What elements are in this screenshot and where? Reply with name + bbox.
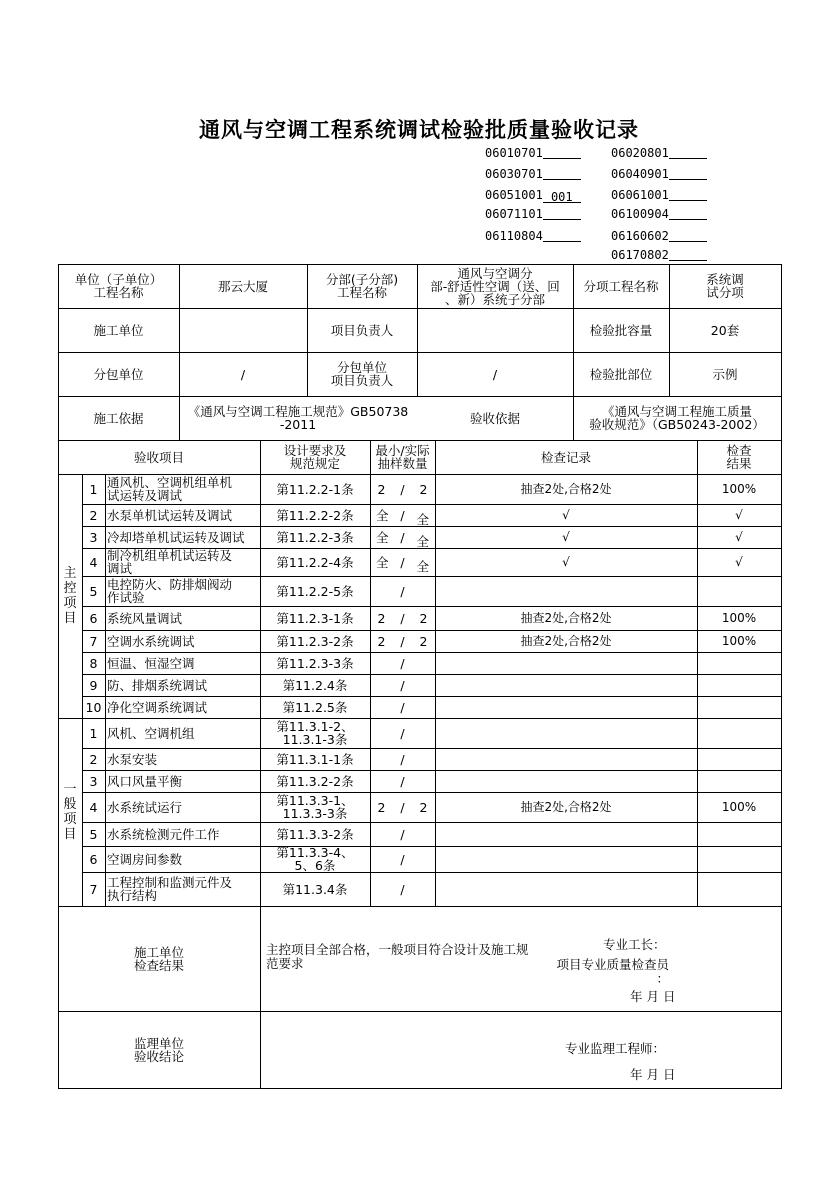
item-sample <box>370 474 435 504</box>
item-spec: 第11.2.3-2条 <box>276 633 354 649</box>
location-label: 检验批部位 <box>589 366 653 382</box>
sample-min: 2 <box>377 799 386 815</box>
item-spec: 第11.2.2-3条 <box>276 529 354 545</box>
inspection-code: 06100904 <box>611 207 707 221</box>
basis-value: 《通风与空调工程施工规范》GB50738 -2011 <box>187 404 409 432</box>
item-number: 3 <box>89 773 98 789</box>
sub-manager-label: 分包单位 项目负责人 <box>330 360 394 388</box>
item-number: 2 <box>89 751 98 767</box>
sample-sep: / <box>400 677 405 693</box>
item-record <box>435 576 697 606</box>
item-record <box>435 822 697 846</box>
item-number: 7 <box>89 633 98 649</box>
item-sample <box>370 748 435 770</box>
item-sample <box>370 718 435 748</box>
item-record: 抽查2处,合格2处 <box>520 799 612 814</box>
item-sample <box>370 576 435 606</box>
item-name: 防、排烟系统调试 <box>107 677 208 693</box>
item-result <box>697 652 781 674</box>
item-name: 水泵安装 <box>107 751 158 767</box>
item-record <box>435 652 697 674</box>
item-spec: 第11.2.3-1条 <box>276 610 354 626</box>
sample-actual: 全 <box>416 558 430 574</box>
item-sample <box>370 822 435 846</box>
subitem-label: 分项工程名称 <box>583 278 659 294</box>
item-number: 5 <box>89 583 98 599</box>
item-record: 抽查2处,合格2处 <box>520 481 612 496</box>
sample-sep: / <box>400 529 405 545</box>
item-number: 1 <box>89 725 98 741</box>
sub-label: 分包单位 <box>93 366 144 382</box>
sample-min: 2 <box>377 610 386 626</box>
contractor-result-label: 施工单位 检查结果 <box>133 944 184 973</box>
item-spec: 第11.3.4条 <box>282 881 348 897</box>
item-result: √ <box>735 507 743 522</box>
item-name: 制冷机组单机试运转及 调试 <box>107 548 233 576</box>
unit-label: 单位（子单位） 工程名称 <box>74 272 163 300</box>
item-result <box>697 822 781 846</box>
unit-value: 那云大厦 <box>217 278 268 294</box>
item-result: 100% <box>721 481 757 496</box>
item-result <box>697 696 781 718</box>
item-name: 工程控制和监测元件及 执行结构 <box>107 875 233 903</box>
foreman-signature: 专业工长： <box>603 937 666 952</box>
item-name: 水系统试运行 <box>107 799 183 815</box>
item-spec: 第11.2.2-5条 <box>276 583 354 599</box>
sample-actual: 2 <box>419 633 428 649</box>
sample-sep: / <box>400 633 405 649</box>
item-record <box>435 872 697 906</box>
basis-label: 施工依据 <box>93 410 144 426</box>
code-fill-blank <box>669 188 707 201</box>
item-record: √ <box>562 507 570 522</box>
table-rule <box>58 1088 782 1089</box>
general-items-label: 一 般 项 目 <box>63 782 77 842</box>
sample-sep: / <box>400 851 405 867</box>
capacity-label: 检验批容量 <box>589 322 653 338</box>
page-title: 通风与空调工程系统调试检验批质量验收记录 <box>199 118 639 142</box>
item-name: 水泵单机试运转及调试 <box>107 507 233 523</box>
item-spec: 第11.3.3-2条 <box>276 826 354 842</box>
sample-sep: / <box>400 773 405 789</box>
capacity-value: 20套 <box>710 322 740 338</box>
division-label: 分部(子分部) 工程名称 <box>325 272 399 300</box>
contractor-label: 施工单位 <box>93 322 144 338</box>
col-record: 检查记录 <box>540 449 591 465</box>
item-spec: 第11.2.2-1条 <box>276 481 354 497</box>
accept-value: 《通风与空调工程施工质量 验收规范》（GB50243-2002） <box>589 404 765 432</box>
item-result <box>697 576 781 606</box>
code-fill-blank <box>543 207 581 220</box>
item-number: 8 <box>89 655 98 671</box>
item-result <box>697 748 781 770</box>
division-value: 通风与空调分 部-舒适性空调（送、回 、新）系统子分部 <box>430 265 560 307</box>
code-fill-blank <box>543 146 581 159</box>
item-number: 9 <box>89 677 98 693</box>
supervisor-conclusion-label: 监理单位 验收结论 <box>133 1035 184 1064</box>
item-record <box>435 674 697 696</box>
item-sample <box>370 548 435 576</box>
sample-min: 2 <box>377 633 386 649</box>
contractor-date: 年 月 日 <box>630 989 676 1004</box>
sample-min: 2 <box>377 481 386 497</box>
item-name: 恒温、恒湿空调 <box>107 655 195 671</box>
item-name: 电控防火、防排烟阀动 作试验 <box>107 577 233 605</box>
sample-min: 全 <box>375 507 389 523</box>
item-sample <box>370 696 435 718</box>
inspection-code: 06020801 <box>611 146 707 160</box>
code-fill-blank <box>669 167 707 180</box>
item-spec: 第11.2.2-2条 <box>276 507 354 523</box>
sample-sep: / <box>400 554 405 570</box>
item-record: √ <box>562 529 570 544</box>
item-name: 风口风量平衡 <box>107 773 183 789</box>
inspection-code: 06010701 <box>485 146 581 160</box>
inspection-code: 06061001 <box>611 188 707 202</box>
item-name: 净化空调系统调试 <box>107 699 208 715</box>
sample-sep: / <box>400 699 405 715</box>
sample-actual: 2 <box>419 481 428 497</box>
contractor-value <box>179 308 307 352</box>
item-number: 10 <box>85 699 102 715</box>
col-sample: 最小/实际 抽样数量 <box>375 443 430 471</box>
sample-sep: / <box>400 751 405 767</box>
item-sample <box>370 792 435 822</box>
item-name: 空调房间参数 <box>107 851 183 867</box>
table-rule <box>260 906 261 1089</box>
item-number: 6 <box>89 610 98 626</box>
item-sample <box>370 846 435 872</box>
item-number: 6 <box>89 851 98 867</box>
item-result <box>697 872 781 906</box>
item-name: 通风机、空调机组单机 试运转及调试 <box>107 475 233 503</box>
sub-value: / <box>240 366 246 382</box>
sample-actual: 全 <box>416 533 430 548</box>
item-number: 5 <box>89 826 98 842</box>
item-spec: 第11.2.2-4条 <box>276 554 354 570</box>
item-record <box>435 696 697 718</box>
code-fill-blank <box>669 229 707 242</box>
sample-min: 全 <box>375 554 389 570</box>
col-result: 检查 结果 <box>726 443 752 471</box>
sample-sep: / <box>400 481 405 497</box>
code-fill-blank: 001 <box>543 190 581 203</box>
item-result <box>697 674 781 696</box>
sample-sep: / <box>400 799 405 815</box>
code-fill-blank <box>543 167 581 180</box>
inspection-code: 06040901 <box>611 167 707 181</box>
item-record: 抽查2处,合格2处 <box>520 633 612 648</box>
accept-label: 验收依据 <box>469 410 520 426</box>
inspection-code: 06030701 <box>485 167 581 181</box>
item-result <box>697 718 781 748</box>
inspection-code: 06051001 001 <box>485 188 581 203</box>
table-rule <box>58 718 782 719</box>
item-name: 系统风量调试 <box>107 610 183 626</box>
item-sample <box>370 504 435 526</box>
item-name: 空调水系统调试 <box>107 633 195 649</box>
inspection-code: 06160602 <box>611 229 707 243</box>
code-fill-blank <box>543 229 581 242</box>
item-number: 4 <box>89 554 98 570</box>
item-number: 4 <box>89 799 98 815</box>
item-sample <box>370 674 435 696</box>
item-spec: 第11.3.3-4、 5、6条 <box>276 846 354 872</box>
quality-inspector-signature: 项目专业质量检查员 ： <box>556 957 669 986</box>
sample-sep: / <box>400 507 405 523</box>
sample-sep: / <box>400 826 405 842</box>
item-record: 抽查2处,合格2处 <box>520 610 612 625</box>
item-record <box>435 748 697 770</box>
item-record <box>435 770 697 792</box>
item-number: 2 <box>89 507 98 523</box>
main-control-label: 主 控 项 目 <box>63 566 77 626</box>
item-result <box>697 770 781 792</box>
item-spec: 第11.2.3-3条 <box>276 655 354 671</box>
item-sample <box>370 872 435 906</box>
supervisor-date: 年 月 日 <box>630 1067 676 1082</box>
sample-sep: / <box>400 583 405 599</box>
item-sample <box>370 606 435 630</box>
item-result: 100% <box>721 799 757 814</box>
code-fill-blank <box>669 248 707 261</box>
inspection-code: 06071101 <box>485 207 581 221</box>
item-result: √ <box>735 554 743 569</box>
item-spec: 第11.3.2-2条 <box>276 773 354 789</box>
item-result <box>697 846 781 872</box>
item-record <box>435 846 697 872</box>
inspection-code: 06110804 <box>485 229 581 243</box>
inspection-code: 06170802 <box>611 248 707 262</box>
item-spec: 第11.3.1-2、 11.3.1-3条 <box>276 719 354 747</box>
subitem-value: 系统调 试分项 <box>706 272 744 300</box>
item-spec: 第11.3.3-1、 11.3.3-3条 <box>276 793 354 821</box>
item-result: √ <box>735 529 743 544</box>
item-number: 1 <box>89 481 98 497</box>
item-sample <box>370 770 435 792</box>
col-design: 设计要求及 规范规定 <box>283 443 347 471</box>
sample-sep: / <box>400 610 405 626</box>
item-sample <box>370 652 435 674</box>
item-record: √ <box>562 554 570 569</box>
sample-actual: 2 <box>419 799 428 815</box>
item-name: 冷却塔单机试运转及调试 <box>107 529 245 545</box>
item-number: 7 <box>89 881 98 897</box>
col-item: 验收项目 <box>133 449 184 465</box>
item-name: 风机、空调机组 <box>107 725 195 741</box>
sample-actual: 2 <box>419 610 428 626</box>
sample-sep: / <box>400 725 405 741</box>
location-value: 示例 <box>712 366 738 382</box>
code-fill-blank <box>669 146 707 159</box>
sample-min: 全 <box>375 529 389 545</box>
sample-sep: / <box>400 655 405 671</box>
code-fill-blank <box>669 207 707 220</box>
table-rule <box>781 264 782 1089</box>
manager-label: 项目负责人 <box>330 322 394 338</box>
item-result: 100% <box>721 633 757 648</box>
sample-actual: 全 <box>416 511 430 526</box>
item-spec: 第11.2.4条 <box>282 677 348 693</box>
item-sample <box>370 526 435 548</box>
item-spec: 第11.2.5条 <box>282 699 348 715</box>
item-record <box>435 718 697 748</box>
supervising-engineer-signature: 专业监理工程师： <box>565 1041 666 1056</box>
item-spec: 第11.3.1-1条 <box>276 751 354 767</box>
item-result: 100% <box>721 610 757 625</box>
manager-value <box>417 308 573 352</box>
item-number: 3 <box>89 529 98 545</box>
item-sample <box>370 630 435 652</box>
sub-manager-value: / <box>492 366 498 382</box>
sample-sep: / <box>400 881 405 897</box>
item-name: 水系统检测元件工作 <box>107 826 220 842</box>
contractor-result-text: 主控项目全部合格，一般项目符合设计及施工规 范要求 <box>266 942 529 971</box>
